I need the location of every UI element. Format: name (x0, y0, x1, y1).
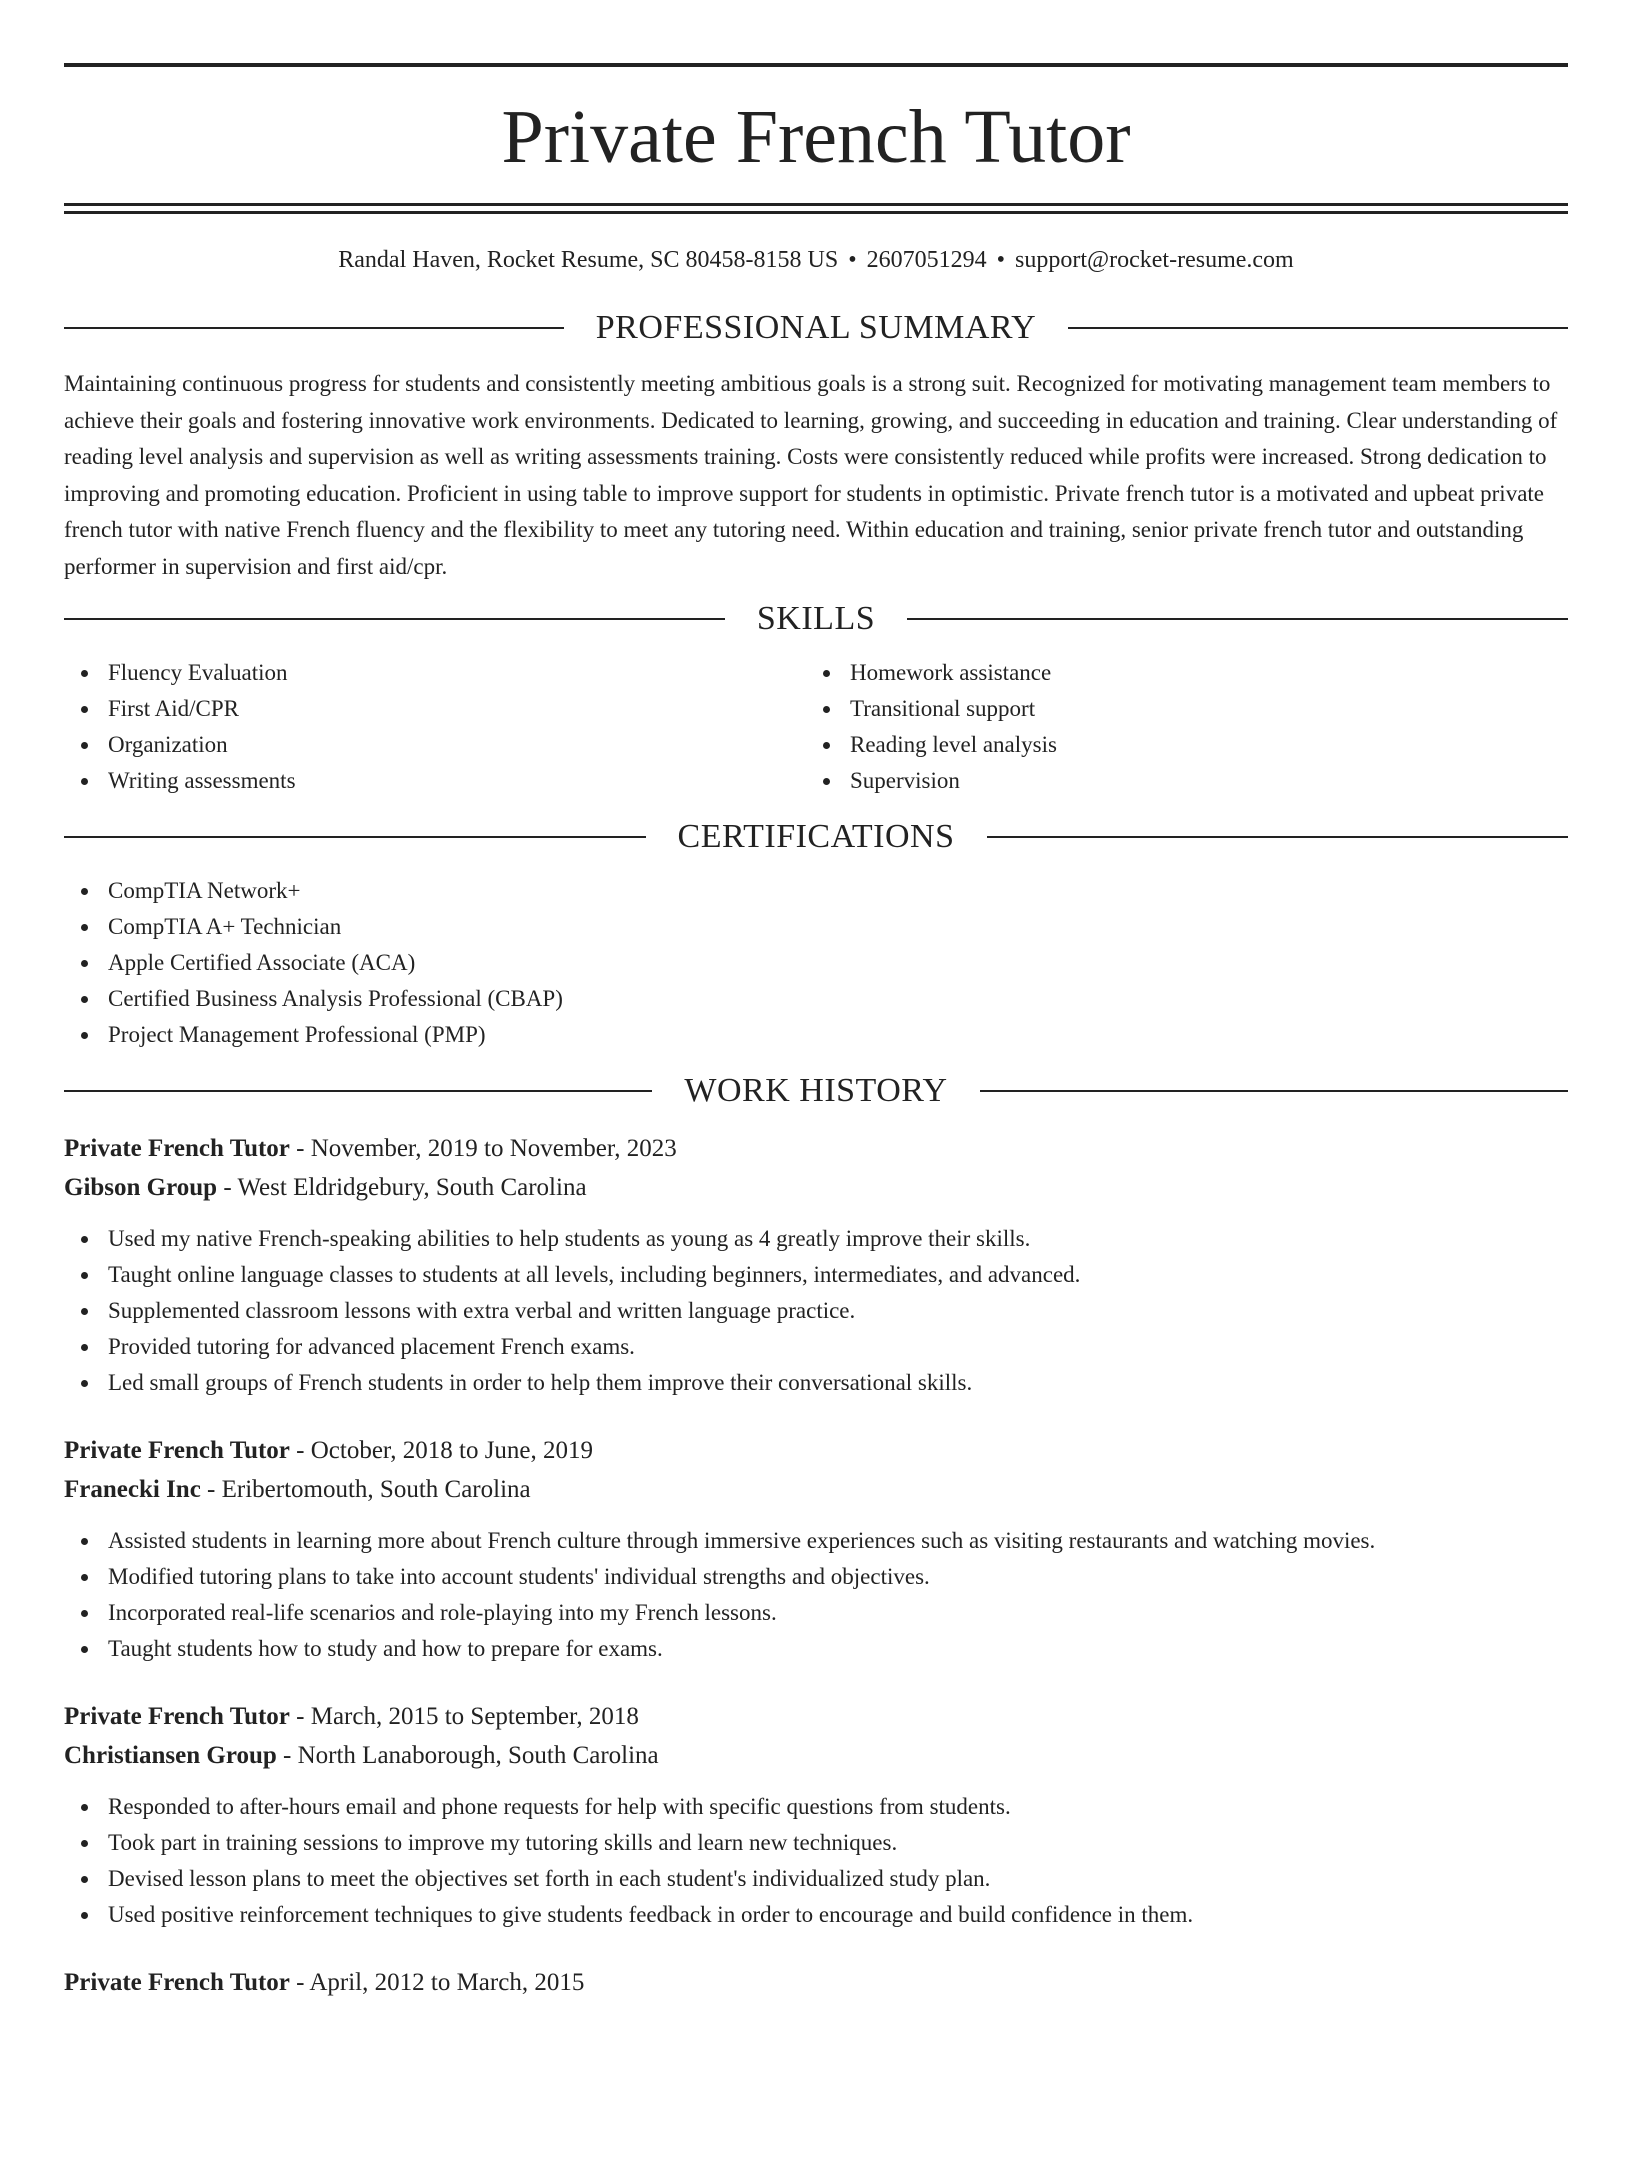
job-bullet: Devised lesson plans to meet the objectives set forth in each student's individualized study plan. (64, 1861, 1568, 1897)
skills-list-left (64, 655, 806, 799)
contact-separator: • (996, 247, 1006, 273)
contact-line (64, 244, 1568, 276)
job-entry (64, 1431, 1568, 1667)
contact-email[interactable]: support@rocket-resume.com (1015, 247, 1294, 273)
divider-line (64, 618, 725, 620)
job-bullet: Modified tutoring plans to take into account students' individual strengths and objectives. (64, 1559, 1568, 1595)
job-location: - Eribertomouth, South Carolina (200, 1476, 531, 1503)
job-title: Private French Tutor (64, 1135, 290, 1162)
skill-item: Fluency Evaluation (64, 655, 806, 691)
divider-line (1068, 327, 1568, 329)
job-title-line (64, 1431, 1568, 1470)
job-entry (64, 1697, 1568, 1933)
job-bullet: Taught online language classes to students at all levels, including beginners, intermediates, and advanced. (64, 1257, 1568, 1293)
work-section-header (64, 1069, 1568, 1113)
divider-line (64, 327, 564, 329)
contact-phone: 2607051294 (866, 247, 987, 273)
job-bullet: Provided tutoring for advanced placement French exams. (64, 1329, 1568, 1365)
skill-item: Reading level analysis (806, 727, 1548, 763)
skill-item: Writing assessments (64, 763, 806, 799)
job-company-line (64, 1736, 1568, 1775)
job-title-line (64, 1129, 1568, 1168)
job-bullet: Responded to after-hours email and phone requests for help with specific questions from students. (64, 1789, 1568, 1825)
job-bullet: Used my native French-speaking abilities to help students as young as 4 greatly improve their skills. (64, 1221, 1568, 1257)
divider-line (64, 1090, 652, 1092)
job-entry (64, 1129, 1568, 1401)
skill-item: First Aid/CPR (64, 691, 806, 727)
job-bullets (64, 1221, 1568, 1401)
top-rule (64, 63, 1568, 67)
resume-title: Private French Tutor (501, 95, 1131, 179)
job-bullet: Took part in training sessions to improve my tutoring skills and learn new techniques. (64, 1825, 1568, 1861)
skill-item: Transitional support (806, 691, 1548, 727)
job-bullet: Incorporated real-life scenarios and role-playing into my French lessons. (64, 1595, 1568, 1631)
work-heading: WORK HISTORY (684, 1072, 948, 1109)
contact-separator: • (848, 247, 857, 273)
certifications-list (64, 873, 1568, 1053)
certification-item: Project Management Professional (PMP) (64, 1017, 1568, 1053)
job-dates: - November, 2019 to November, 2023 (289, 1135, 677, 1162)
resume-page (0, 63, 1632, 2175)
skills-section-header (64, 597, 1568, 641)
certifications-section-header (64, 815, 1568, 859)
certifications-heading: CERTIFICATIONS (677, 818, 955, 855)
skills-list-right (806, 655, 1548, 799)
job-company-line (64, 1470, 1568, 1509)
job-company: Christiansen Group (64, 1742, 277, 1769)
job-company-line (64, 1168, 1568, 1207)
skills-columns (64, 655, 1568, 799)
contact-address: Randal Haven, Rocket Resume, SC 80458-8158 US (338, 247, 839, 273)
job-location: - West Eldridgebury, South Carolina (217, 1174, 587, 1201)
certification-item: CompTIA Network+ (64, 873, 1568, 909)
divider-line (980, 1090, 1568, 1092)
job-dates: - April, 2012 to March, 2015 (289, 1969, 585, 1996)
job-entry (64, 1963, 1568, 2002)
job-company: Franecki Inc (64, 1476, 201, 1503)
title-double-rule (64, 203, 1568, 214)
job-location: - North Lanaborough, South Carolina (276, 1742, 659, 1769)
summary-section-header (64, 306, 1568, 350)
certification-item: Certified Business Analysis Professional (CBAP) (64, 981, 1568, 1017)
job-bullet: Used positive reinforcement techniques to give students feedback in order to encourage and build confidence in them. (64, 1897, 1568, 1933)
job-title: Private French Tutor (64, 1969, 290, 1996)
job-bullet: Assisted students in learning more about French culture through immersive experiences such as visiting restaurants and watching movies. (64, 1523, 1568, 1559)
summary-heading: PROFESSIONAL SUMMARY (595, 309, 1037, 346)
summary-text: Maintaining continuous progress for students and consistently meeting ambitious goals is a strong suit. Recognized for motivating management team members to achieve their goals and fostering innovative work environments. Dedicated to learning, growing, and succeeding in education and training. Clear understanding of reading level analysis and supervision as well as writing assessments training. Costs were consistently reduced while profits were increased. Strong dedication to improving and promoting education. Proficient in using table to improve support for students in optimistic. Private french tutor is a motivated and upbeat private french tutor with native French fluency and the flexibility to meet any tutoring need. Within education and training, senior private french tutor and outstanding performer in supervision and first aid/cpr. (64, 371, 1558, 579)
job-bullets (64, 1523, 1568, 1667)
skill-item: Homework assistance (806, 655, 1548, 691)
job-dates: - March, 2015 to September, 2018 (289, 1703, 639, 1730)
skill-item: Organization (64, 727, 806, 763)
job-title-line (64, 1963, 1568, 2002)
job-company: Gibson Group (64, 1174, 218, 1201)
divider-line (907, 618, 1568, 620)
job-bullets (64, 1789, 1568, 1933)
job-title: Private French Tutor (64, 1703, 290, 1730)
skill-item: Supervision (806, 763, 1548, 799)
divider-line (64, 836, 646, 838)
job-bullet: Supplemented classroom lessons with extra verbal and written language practice. (64, 1293, 1568, 1329)
job-title: Private French Tutor (64, 1437, 290, 1464)
job-title-line (64, 1697, 1568, 1736)
job-dates: - October, 2018 to June, 2019 (289, 1437, 594, 1464)
certification-item: Apple Certified Associate (ACA) (64, 945, 1568, 981)
certification-item: CompTIA A+ Technician (64, 909, 1568, 945)
skills-heading: SKILLS (756, 600, 876, 637)
job-bullet: Taught students how to study and how to prepare for exams. (64, 1631, 1568, 1667)
job-bullet: Led small groups of French students in order to help them improve their conversational skills. (64, 1365, 1568, 1401)
divider-line (987, 836, 1569, 838)
